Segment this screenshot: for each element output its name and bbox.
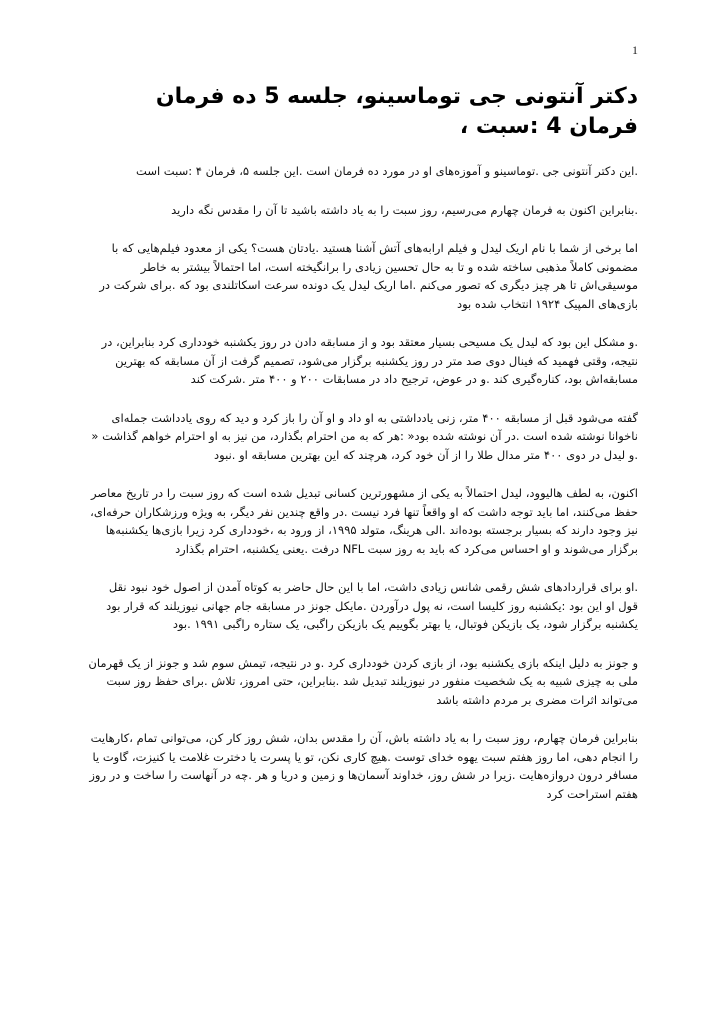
page-number: 1 [632, 43, 638, 57]
title-line-2: فرمان 4 :سبت ، [459, 114, 638, 139]
paragraph-8: و جونز به دلیل اینکه بازی یکشنبه بود، از بازی کردن خودداری کرد .و در نتیجه، تیمش سوم شد و جونز از یک قهرمان ملی به چیزی شبیه به یک شخصیت منفور در نیوزیلند تبدیل شد .بنابراین، حتی امروز، تلاش .برای حفظ روز سبت می‌تواند اثرات مضری بر مردم داشته باشد [88, 655, 638, 707]
document-title [86, 82, 638, 142]
paragraph-6: اکنون، به لطف هالیوود، لیدل احتمالاً به یکی از مشهورترین کسانی تبدیل شده است که روز سبت را در تاریخ معاصر حفظ می‌کنند، اما باید توجه داشت که او واقعاً تنها فرد نیست .در واقع چندین نفر دیگر، به ویژه ورزشکاران حرفه‌ای، نیز وجود دارند که بسیار برجسته بوده‌اند .الی هرینگ، متولد ۱۹۹۵، از ورود به ،خودداری کرد زیرا بازی‌ها یکشنبه‌ها برگزار می‌شوند و او احساس می‌کرد که باید به روز سبت NFL درفت .یعنی یکشنبه، احترام بگذارد [90, 486, 638, 556]
title-line-1: دکتر آنتونی جی توماسینو، جلسه 5 ده فرمان [155, 84, 638, 109]
paragraph-3: اما برخی از شما با نام اریک لیدل و فیلم ارابه‌های آتش آشنا هستید .یادتان هست؟ یکی از معدود فیلم‌هایی که با مضمونی کاملاً مذهبی ساخته شده و تا به حال تحسین زیادی را برانگیخته است، اما احتمالاً بیشتر به خاطر موسیقی‌اش تا هر چیز دیگری که تصور می‌کنم .اما اریک لیدل یک دونده سرعت اسکاتلندی بود که .برای شرکت در بازی‌های المپیک ۱۹۲۴ انتخاب شده بود [99, 241, 638, 311]
document-body [86, 82, 638, 823]
paragraph-1: .این دکتر آنتونی جی .توماسینو و آموزه‌های او در مورد ده فرمان است .این جلسه ۵، فرمان ۴ :سبت است [136, 164, 638, 178]
paragraph-5: گفته می‌شود قبل از مسابقه ۴۰۰ متر، زنی یادداشتی به او داد و او آن را باز کرد و دید که روی یادداشت جمله‌ای ناخوانا نوشته شده است .در آن نوشته شده بود« :هر که به من احترام بگذارد، من نیز به او احترام خواهم گذاشت « .و لیدل در دوی ۴۰۰ متر مدال طلا را از آن خود کرد، هرچند که این بهترین مسابقه او .نبود [91, 410, 638, 462]
paragraph-2: .بنابراین اکنون به فرمان چهارم می‌رسیم، روز سبت را به یاد داشته باشید تا آن را مقدس نگه دارید [171, 202, 638, 217]
paragraph-9: بنابراین فرمان چهارم، روز سبت را به یاد داشته باش، آن را مقدس بدان، شش روز کار کن، می‌توانی تمام ،کارهایت را انجام دهی، اما روز هفتم سبت یهوه خدای توست .هیچ کاری نکن، تو یا پسرت یا دخترت غلامت یا کنیزت، گاوت یا مسافر درون دروازه‌هایت .زیرا در شش روز، خداوند آسمان‌ها و زمین و دریا و هر .چه در آنهاست را ساخت و در روز هفتم استراحت کرد [89, 731, 638, 801]
paragraph-7: .او برای قراردادهای شش رقمی شانس زیادی داشت، اما با این حال حاضر به کوتاه آمدن از اصول خود نبود نقل قول او این بود :یکشنبه روز کلیسا است، نه پول درآوردن .مایکل جونز در مسابقه جام جهانی نیوزیلند که قرار بود یکشنبه برگزار شود، یک بازیکن فوتبال، یا بهتر بگوییم یک بازیکن راگبی، یک ستاره راگبی ۱۹۹۱ .بود [106, 580, 638, 631]
paragraph-4: .و مشکل این بود که لیدل یک مسیحی بسیار معتقد بود و از مسابقه دادن در روز یکشنبه خودداری کرد بنابراین، در نتیجه، وقتی فهمید که فینال دوی صد متر در روز یکشنبه برگزار می‌شود، تصمیم گرفت از آن مسابقه که بهترین مسابقه‌اش بود، کناره‌گیری کند .و در عوض، ترجیح داد در مسابقات ۲۰۰ و ۴۰۰ متر .شرکت کند [101, 335, 638, 386]
